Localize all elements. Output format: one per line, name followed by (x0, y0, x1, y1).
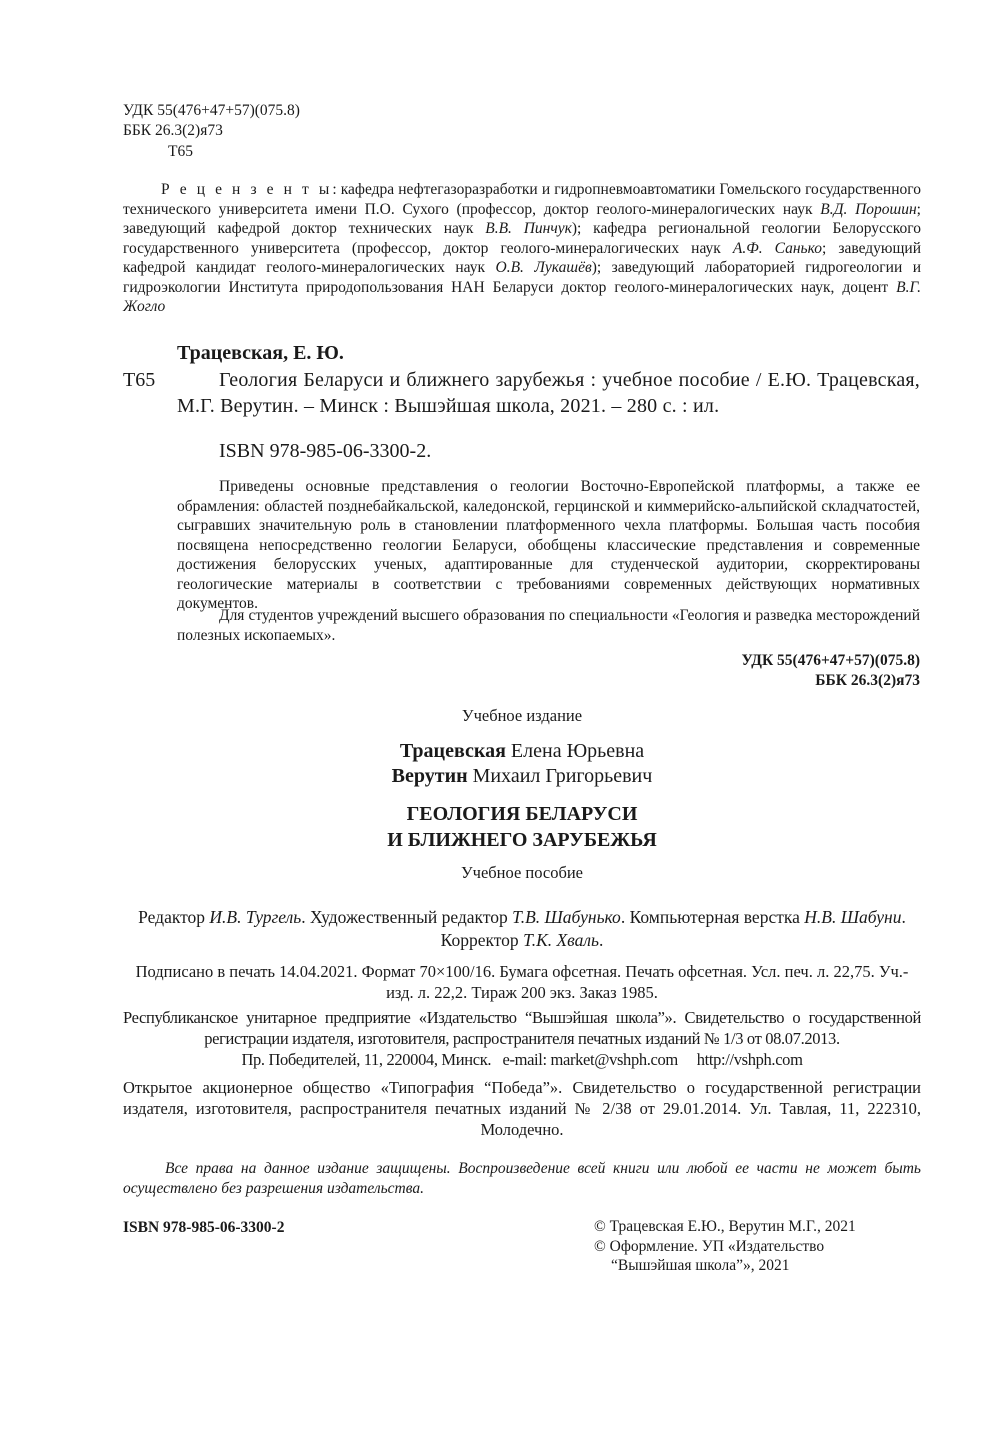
footer-isbn: ISBN 978-985-06-3300-2 (123, 1219, 285, 1236)
publisher-email: e-mail: market@vshph.com (502, 1050, 678, 1069)
header-code: Т65 (168, 143, 193, 160)
editor-name: И.В. Тургель (209, 907, 302, 927)
book-subtitle: Учебное пособие (460, 863, 584, 882)
footer-copyright-design-2: “Вышэйшая школа”», 2021 (611, 1257, 790, 1274)
author-2-names: Михаил Григорьевич (467, 765, 653, 787)
footer-copyright-design-1: © Оформление. УП «Издательство (594, 1238, 825, 1255)
print-info: Подписано в печать 14.04.2021. Формат 70×100/16. Бумага офсетная. Печать офсетная. Усл. печ. л. 22,75. Уч.-изд. л. 22,2. Тираж 200 экз. Заказ 1985. (135, 962, 909, 1002)
footer-copyright-authors: © Трацевская Е.Ю., Верутин М.Г., 2021 (594, 1218, 856, 1235)
reviewer-name: В.В. Пинчук (485, 220, 572, 237)
author-2-surname: Верутин (391, 765, 468, 787)
author-1 (123, 738, 921, 764)
book-title-line-2: И БЛИЖНЕГО ЗАРУБЕЖЬЯ (387, 829, 657, 851)
catalog-author: Трацевская, Е. Ю. (177, 342, 344, 364)
publisher-site: http://vshph.com (696, 1050, 803, 1069)
reviewer-name: В.Г. Жогло (123, 278, 921, 315)
edition-type: Учебное издание (461, 706, 583, 725)
editor-label: . Художественный редактор (301, 907, 513, 927)
catalog-description: Геология Беларуси и ближнего зарубежья : учебное пособие / Е.Ю. Трацевская, М.Г. Верутин. – Минск : Вышэйшая школа, 2021. – 280 с. : ил. (177, 369, 920, 417)
catalog-isbn: ISBN 978-985-06-3300-2. (219, 440, 432, 462)
book-title-line-1: ГЕОЛОГИЯ БЕЛАРУСИ (406, 803, 638, 825)
header-bbk: ББК 26.3(2)я73 (123, 122, 223, 139)
printer-info: Открытое акционерное общество «Типография “Победа”». Свидетельство о государственной регистрации издателя, изготовителя, распространителя печатных изданий № 2/38 от 29.01.2014. Ул. Тавлая, 11, 222310, Молодечно. (123, 1078, 921, 1139)
reviewers-text: ; заведующий кафедрой кандидат геолого-минералогических наук (123, 239, 921, 276)
editors-block (123, 906, 921, 952)
author-1-surname: Трацевская (399, 740, 506, 762)
reviewers-text: : кафедра нефтегазоразработки и гидропневмоавтоматики Гомельского государственного технического университета имени П.О. Сухого (профессор, доктор геолого-минералогических наук (123, 181, 921, 218)
annotation-paragraph: Приведены основные представления о геологии Восточно-Европейской платформы, а также ее обрамления: областей позднебайкальской, каледонской, герцинской и киммерийско-альпийской складчатостей, сыгравших значительную роль в становлении платформенного чехла платформы. Большая часть пособия посвящена непосредственно геологии Беларуси, обобщены классические представления и современные достижения белорусских ученых, адаптированные для студенческой аудитории, скорректированы геологические материалы в соответствии с требованиями современных действующих нормативных документов. (177, 478, 920, 612)
publisher-text: Республиканское унитарное предприятие «Издательство “Вышэйшая школа”». Свидетельство о государственной регистрации издателя, изготовителя, распространителя печатных изданий № 1/3 от 08.07.2013. (123, 1008, 921, 1048)
reviewers-label: Р е ц е н з е н т ы (161, 181, 333, 198)
publisher-address: Пр. Победителей, 11, 220004, Минск. (241, 1050, 492, 1069)
editor-label: . (598, 930, 604, 950)
header-udk: УДК 55(476+47+57)(075.8) (123, 102, 300, 119)
reviewer-name: А.Ф. Санько (732, 239, 822, 257)
reviewers-block (123, 180, 921, 317)
reviewers-text: ); заведующий лабораторией гидрогеологии и гидроэкологии Института природопользования НАН Беларуси доктор геолого-минералогических наук, доцент (123, 259, 921, 296)
editor-label: Редактор (138, 907, 210, 927)
editor-name: Т.В. Шабунько (512, 907, 621, 927)
reviewers-text: ; заведующий кафедрой доктор технических наук (123, 200, 921, 237)
catalog-code: Т65 (123, 369, 156, 391)
reviewers-text: ); кафедра региональной геологии Белорусского государственного университета (профессор, доктор геолого-минералогических наук (123, 220, 922, 257)
annotation-udk: УДК 55(476+47+57)(075.8) (741, 652, 920, 669)
annotation-audience: Для студентов учреждений высшего образования по специальности «Геология и разведка месторождений полезных ископаемых». (177, 607, 920, 644)
reviewer-name: В.Д. Порошин (820, 200, 917, 218)
annotation-bbk: ББК 26.3(2)я73 (815, 672, 920, 689)
editor-label: . Компьютерная верстка (620, 907, 805, 927)
author-2 (123, 763, 921, 789)
editor-label: . Корректор (440, 907, 906, 950)
author-1-names: Елена Юрьевна (505, 740, 645, 762)
reviewer-name: О.В. Лукашёв (495, 259, 592, 276)
publisher-info (123, 1007, 921, 1070)
rights-notice: Все права на данное издание защищены. Воспроизведение всей книги или любой ее части не может быть осуществлено без разрешения издательства. (123, 1160, 921, 1197)
editor-name: Т.К. Хваль (523, 930, 599, 950)
editor-name: Н.В. Шабуни (804, 907, 902, 927)
